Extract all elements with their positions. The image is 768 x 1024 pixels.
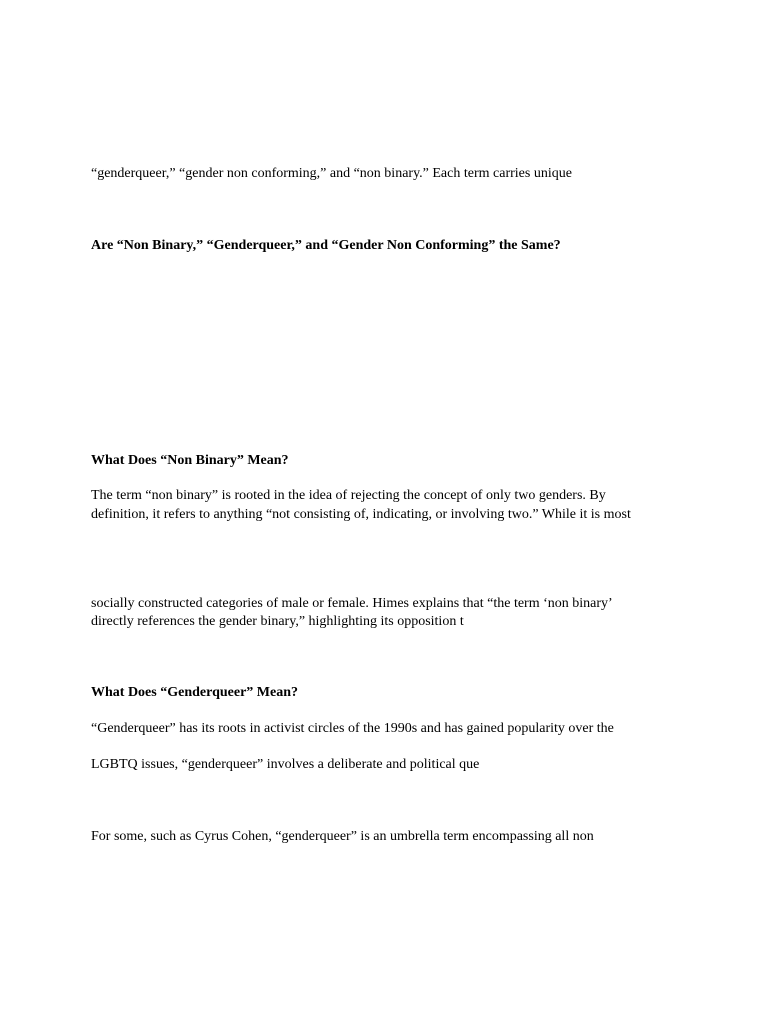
paragraph-line: “genderqueer,” “gender non conforming,” and “non binary.” Each term carries unique: [91, 166, 572, 181]
paragraph-line: For some, such as Cyrus Cohen, “genderqueer” is an umbrella term encompassing all non: [91, 829, 594, 844]
paragraph-line: socially constructed categories of male or female. Himes explains that “the term ‘non binary’: [91, 596, 613, 611]
paragraph-line: definition, it refers to anything “not consisting of, indicating, or involving two.” While it is most: [91, 507, 631, 522]
paragraph-line: The term “non binary” is rooted in the idea of rejecting the concept of only two genders. By: [91, 488, 606, 503]
paragraph-line: “Genderqueer” has its roots in activist circles of the 1990s and has gained popularity over the: [91, 721, 614, 736]
section-heading: What Does “Non Binary” Mean?: [91, 453, 289, 468]
paragraph-line: directly references the gender binary,” highlighting its opposition t: [91, 614, 464, 629]
section-heading: What Does “Genderqueer” Mean?: [91, 685, 298, 700]
paragraph-line: LGBTQ issues, “genderqueer” involves a deliberate and political que: [91, 757, 480, 772]
section-heading: Are “Non Binary,” “Genderqueer,” and “Gender Non Conforming” the Same?: [91, 238, 561, 253]
